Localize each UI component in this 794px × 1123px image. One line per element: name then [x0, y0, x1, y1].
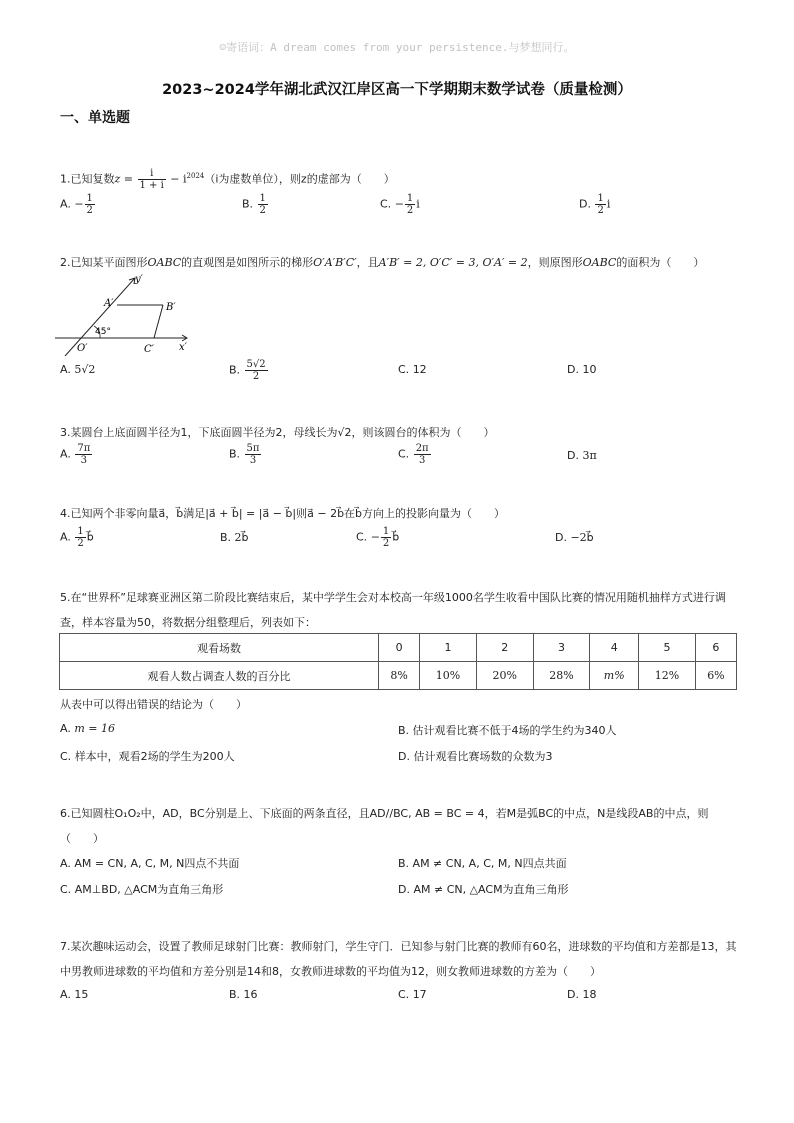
q5-option-a[interactable] [60, 722, 115, 735]
q3-option-d[interactable] [567, 449, 597, 462]
table-cell: 6 [695, 634, 736, 662]
point-b-label: B′ [166, 302, 176, 313]
q2-option-c[interactable] [398, 363, 427, 376]
frac-num: 5π [246, 443, 260, 454]
q4-option-c[interactable] [356, 526, 399, 549]
option-label: C. [398, 363, 410, 376]
frac-den: 2 [77, 538, 84, 549]
question-2-stem [60, 254, 704, 270]
option-label: D. [567, 363, 579, 376]
frac-num: 7π [77, 443, 91, 454]
table-cell: m% [590, 662, 639, 690]
option-text: 5√2 [74, 363, 96, 376]
q3-option-a[interactable] [60, 443, 93, 466]
q5-option-d[interactable] [398, 748, 552, 764]
option-sign: − [74, 197, 84, 211]
option-fraction [75, 526, 85, 549]
table-cell: 6% [695, 662, 736, 690]
frac-num: 1 [597, 193, 604, 204]
q6-option-a[interactable] [60, 855, 239, 871]
q2-math: A′B′ = 2, O′C′ = 3, O′A′ = 2 [378, 256, 528, 269]
option-label: B. [242, 197, 254, 211]
option-label: B. [229, 447, 241, 461]
option-text: 样本中，观看2场的学生为200人 [74, 750, 235, 763]
q1-frac-den: 1 + i [139, 180, 164, 191]
option-label: B. [220, 531, 232, 544]
option-label: B. [398, 724, 410, 737]
question-6-stem-line-2: （ ） [60, 832, 104, 845]
question-3-stem: 3.某圆台上底面圆半径为1，下底面圆半径为2，母线长为√2，则该圆台的体积为（ ） [60, 426, 495, 439]
x-axis-label: x′ [179, 342, 187, 353]
question-4-stem: 4.已知两个非零向量a⃗，b⃗满足|a⃗ + b⃗| = |a⃗ − b⃗|则a⃗ − 2b⃗在b⃗方向上的投影向量为（ ） [60, 507, 506, 520]
q4-option-d[interactable] [555, 531, 594, 544]
q1-text: 1.已知复数 [60, 172, 115, 186]
frac-den: 2 [86, 205, 93, 216]
y-axis-label: y′ [135, 274, 143, 285]
option-fraction [414, 443, 431, 466]
frac-num: 5√2 [246, 359, 266, 370]
table-row [60, 662, 737, 690]
option-fraction [405, 193, 415, 216]
option-label: C. [398, 447, 410, 461]
option-suffix: b⃗ [392, 530, 400, 544]
table-cell: 12% [639, 662, 696, 690]
table-cell: 1 [420, 634, 477, 662]
table-cell: 0 [379, 634, 420, 662]
option-sign: − [394, 197, 404, 211]
option-suffix: i [606, 197, 611, 211]
option-label: C. [60, 750, 72, 763]
option-label: A. [60, 530, 71, 544]
q4-option-b[interactable] [220, 531, 249, 544]
q1-fraction [138, 168, 166, 191]
q1-option-d[interactable] [579, 193, 610, 216]
option-text: AM = CN, A, C, M, N四点不共面 [74, 857, 240, 870]
frac-num: 1 [86, 193, 93, 204]
q1-var: z [114, 172, 121, 186]
q6-option-b[interactable] [398, 855, 567, 871]
table-cell: 5 [639, 634, 696, 662]
option-text: 15 [74, 988, 89, 1001]
q3-option-b[interactable] [229, 443, 262, 466]
frac-den: 2 [259, 205, 266, 216]
option-label: C. [60, 883, 72, 896]
q2-text: 的面积为（ ） [616, 256, 705, 269]
option-text: AM ≠ CN, △ACM为直角三角形 [413, 883, 569, 896]
q1-option-b[interactable] [242, 193, 269, 216]
point-a-label: A′ [104, 298, 114, 309]
q1-eq: = [120, 172, 137, 186]
option-text: 10 [582, 363, 597, 376]
question-5-stem-line-2: 查，样本容量为50，将数据分组整理后，列表如下： [60, 616, 316, 629]
q1-minus-i: − i [166, 172, 187, 186]
q2-option-a[interactable] [60, 363, 95, 376]
frac-num: 1 [382, 526, 390, 537]
q2-text: 2.已知某平面图形 [60, 256, 148, 269]
option-label: A. [60, 857, 71, 870]
q2-option-d[interactable] [567, 363, 596, 376]
q2-math: OABC [582, 256, 617, 269]
table-cell: 8% [379, 662, 420, 690]
q6-option-d[interactable] [398, 881, 569, 897]
option-text: 16 [243, 988, 258, 1001]
frac-den: 2 [382, 538, 390, 549]
frac-den: 2 [252, 371, 260, 382]
option-fraction [381, 526, 391, 549]
q2-text: 的直观图是如图所示的梯形 [181, 256, 314, 269]
page-title: 2023~2024学年湖北武汉江岸区高一下学期期末数学试卷（质量检测） [162, 82, 632, 98]
q7-option-b[interactable] [229, 988, 258, 1001]
frac-den: 3 [418, 455, 426, 466]
option-fraction [245, 359, 268, 382]
option-suffix: b⃗ [86, 530, 94, 544]
q2-text: ，则原图形 [527, 256, 583, 269]
table-row-header: 观看场数 [60, 634, 379, 662]
frac-den: 2 [597, 205, 604, 216]
point-c-label: C′ [144, 344, 154, 355]
trapezoid-figure [55, 270, 195, 360]
frac-den: 2 [406, 205, 414, 216]
question-1-stem [60, 168, 395, 191]
option-label: D. [555, 531, 567, 544]
option-label: A. [60, 363, 71, 376]
q7-option-c[interactable] [398, 988, 427, 1001]
option-fraction [75, 443, 92, 466]
option-fraction [245, 443, 262, 466]
option-text: 3π [582, 449, 597, 462]
option-label: A. [60, 988, 71, 1001]
q1-tail: （i为虚数单位），则z的虚部为（ ） [204, 172, 395, 186]
q2-math: OABC [147, 256, 182, 269]
question-6-stem-line-1: 6.已知圆柱O₁O₂中，AD，BC分别是上、下底面的两条直径，且AD//BC, AB = BC = 4，若M是弧BC的中点，N是线段AB的中点，则 [60, 807, 709, 820]
option-fraction [85, 193, 95, 216]
option-label: D. [567, 988, 579, 1001]
q7-option-d[interactable] [567, 988, 596, 1001]
frac-num: 1 [406, 193, 414, 204]
option-text: 12 [412, 363, 427, 376]
table-row [60, 634, 737, 662]
table-cell: 2 [476, 634, 533, 662]
option-text: 2b⃗ [234, 531, 249, 544]
watermark-text: ☺寄语词：A dream comes from your persistence.与梦想同行。 [219, 41, 575, 54]
option-text: AM ≠ CN, A, C, M, N四点共面 [412, 857, 567, 870]
option-text: 17 [412, 988, 427, 1001]
question-5-stem-line-1: 5.在“世界杯”足球赛亚洲区第二阶段比赛结束后，某中学学生会对本校高一年级1000名学生收看中国队比赛的情况用随机抽样方式进行调 [60, 591, 726, 604]
q2-text: ，且 [356, 256, 379, 269]
option-label: A. [60, 197, 71, 211]
table-cell: 28% [533, 662, 590, 690]
option-sign: − [370, 530, 380, 544]
question-7-stem-line-2: 中男教师进球数的平均值和方差分别是14和8，女教师进球数的平均值为12，则女教师进球数的方差为（ ） [60, 965, 601, 978]
option-label: B. [229, 363, 241, 377]
table-cell: 10% [420, 662, 477, 690]
frac-num: 2π [415, 443, 429, 454]
q3-option-c[interactable] [398, 443, 432, 466]
q1-option-a[interactable] [60, 193, 96, 216]
table-cell: 3 [533, 634, 590, 662]
question-7-stem-line-1: 7.某次趣味运动会，设置了教师足球射门比赛：教师射门，学生守门．已知参与射门比赛的教师有60名，进球数的平均值和方差都是13，其 [60, 940, 737, 953]
q7-option-a[interactable] [60, 988, 88, 1001]
option-label: C. [356, 530, 368, 544]
y-axis [65, 278, 135, 356]
frac-num: 1 [259, 193, 266, 204]
frac-den: 3 [80, 455, 87, 466]
question-5-prompt: 从表中可以得出错误的结论为（ ） [60, 698, 247, 711]
frac-num: 1 [77, 526, 84, 537]
option-fraction [595, 193, 605, 216]
q2-math: O′A′B′C′ [313, 256, 357, 269]
edge-b-c [154, 305, 163, 338]
q2-option-b[interactable] [229, 359, 269, 382]
option-text: 18 [582, 988, 597, 1001]
q5-option-c[interactable] [60, 748, 235, 764]
frac-den: 3 [249, 455, 257, 466]
option-text: 估计观看比赛场数的众数为3 [413, 750, 553, 763]
option-label: C. [398, 988, 410, 1001]
option-label: B. [398, 857, 410, 870]
option-label: A. [60, 722, 71, 735]
option-text: m = 16 [74, 722, 115, 735]
table-cell: 20% [476, 662, 533, 690]
q4-option-a[interactable] [60, 526, 94, 549]
option-label: D. [398, 883, 410, 896]
table-row-header: 观看人数占调查人数的百分比 [60, 662, 379, 690]
q6-option-c[interactable] [60, 881, 223, 897]
q1-frac-num: i [138, 168, 166, 180]
option-text: AM⊥BD, △ACM为直角三角形 [74, 883, 224, 896]
option-text: −2b⃗ [570, 531, 594, 544]
viewing-data-table [59, 633, 737, 690]
angle-label: 45° [95, 327, 111, 337]
section-heading: 一、单选题 [60, 110, 130, 126]
option-label: D. [579, 197, 591, 211]
table-cell: 4 [590, 634, 639, 662]
option-fraction [258, 193, 268, 216]
q1-exponent: 2024 [186, 171, 205, 180]
option-label: C. [380, 197, 392, 211]
point-o-label: O′ [77, 343, 88, 354]
option-label: B. [229, 988, 241, 1001]
option-label: D. [398, 750, 410, 763]
option-label: D. [567, 449, 579, 462]
q1-option-c[interactable] [380, 193, 420, 216]
option-suffix: i [416, 197, 420, 211]
q5-option-b[interactable] [398, 722, 617, 738]
option-text: 估计观看比赛不低于4场的学生约为340人 [412, 724, 617, 737]
option-label: A. [60, 447, 71, 461]
